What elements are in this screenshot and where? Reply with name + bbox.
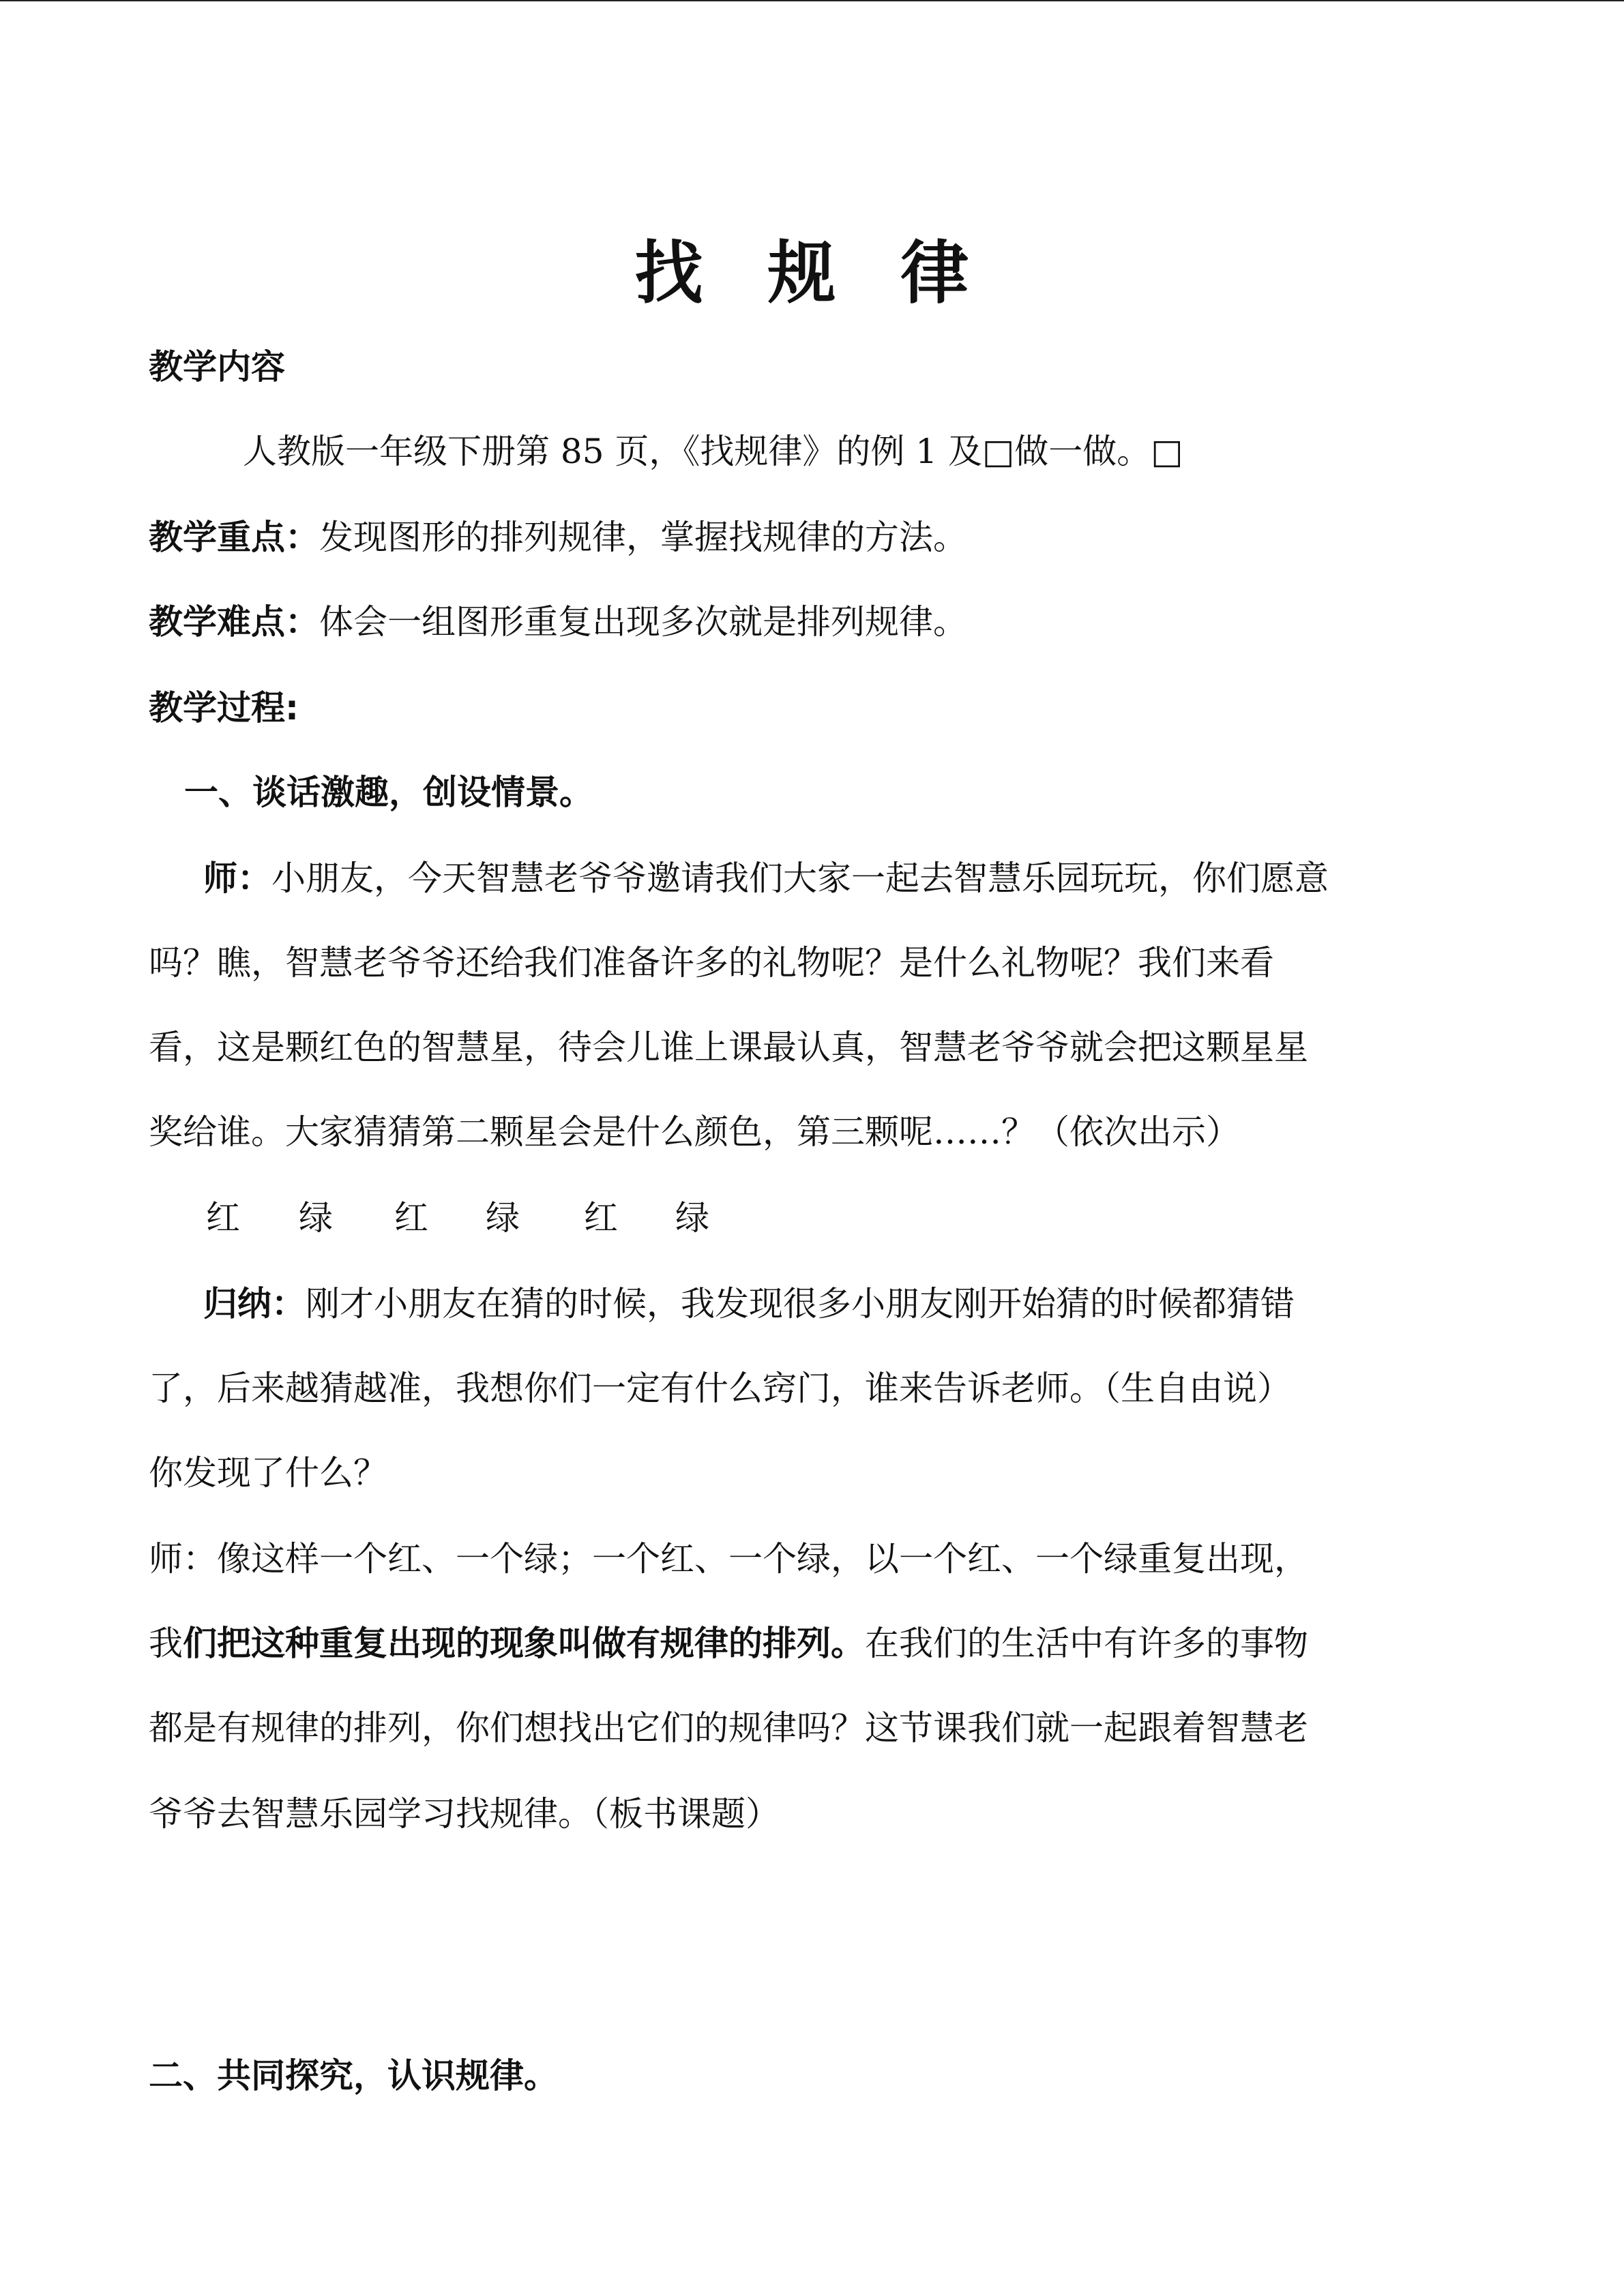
paragraph-2-line-1	[149, 1277, 1540, 1331]
color-item: 红	[394, 1198, 428, 1238]
key-point	[149, 510, 1486, 565]
paragraph-3-line-1: 师：像这样一个红、一个绿；一个红、一个绿，以一个红、一个绿重复出现，	[149, 1539, 1308, 1579]
paragraph-3-line-4: 爷爷去智慧乐园学习找规律。（板书课题）	[149, 1794, 780, 1834]
paragraph-3-rest: 在我们的生活中有许多的事物	[865, 1624, 1308, 1663]
color-item: 红	[206, 1198, 240, 1238]
paragraph-1-line-3: 看，这是颗红色的智慧星，待会儿谁上课最认真，智慧老爷爷就会把这颗星星	[149, 1028, 1308, 1067]
paragraph-1-line-4: 奖给谁。大家猜猜第二颗星会是什么颜色，第三颗呢……？（依次出示）	[149, 1112, 1240, 1152]
content-text: 人教版一年级下册第 85 页，《找规律》的例 1 及□做一做。□	[243, 432, 1183, 471]
difficult-point	[149, 595, 1486, 649]
paragraph-2-text: 刚才小朋友在猜的时候，我发现很多小朋友刚开始猜的时候都猜错	[306, 1284, 1295, 1324]
section-2-heading: 二、共同探究，认识规律。	[149, 2056, 558, 2096]
color-item: 绿	[675, 1198, 709, 1238]
summary-label: 归纳：	[203, 1284, 306, 1324]
teacher-label: 师：	[203, 859, 271, 898]
paragraph-3-line-2	[149, 1616, 1486, 1671]
section-1-heading: 一、谈话激趣，创设情景。	[184, 773, 593, 812]
content-heading: 教学内容	[149, 347, 285, 387]
paragraph-1-text: 小朋友，今天智慧老爷爷邀请我们大家一起去智慧乐园玩玩，你们愿意	[271, 859, 1329, 898]
color-item: 绿	[486, 1198, 520, 1238]
difficult-point-label: 教学难点：	[149, 602, 319, 642]
paragraph-1-line-1	[149, 851, 1540, 906]
paragraph-1-line-2: 吗？瞧，智慧老爷爷还给我们准备许多的礼物呢？是什么礼物呢？我们来看	[149, 943, 1274, 983]
difficult-point-text: 体会一组图形重复出现多次就是排列规律。	[319, 602, 967, 642]
paragraph-3-prefix: 我	[149, 1624, 183, 1663]
page-title: 找 规 律	[634, 233, 990, 313]
key-point-label: 教学重点：	[149, 518, 319, 557]
key-point-text: 发现图形的排列规律，掌握找规律的方法。	[319, 518, 967, 557]
color-item: 红	[584, 1198, 618, 1238]
top-border-line	[0, 0, 1624, 1]
process-heading: 教学过程:	[149, 688, 299, 728]
paragraph-2-line-3: 你发现了什么？	[149, 1453, 387, 1493]
color-item: 绿	[299, 1198, 333, 1238]
paragraph-3-line-3: 都是有规律的排列，你们想找出它们的规律吗？这节课我们就一起跟着智慧老	[149, 1708, 1308, 1748]
paragraph-3-emphasis: 们把这种重复出现的现象叫做有规律的排列。	[183, 1624, 865, 1663]
paragraph-2-line-2: 了，后来越猜越准，我想你们一定有什么窍门，谁来告诉老师。（生自由说）	[149, 1369, 1291, 1408]
color-sequence	[206, 1191, 1543, 1245]
